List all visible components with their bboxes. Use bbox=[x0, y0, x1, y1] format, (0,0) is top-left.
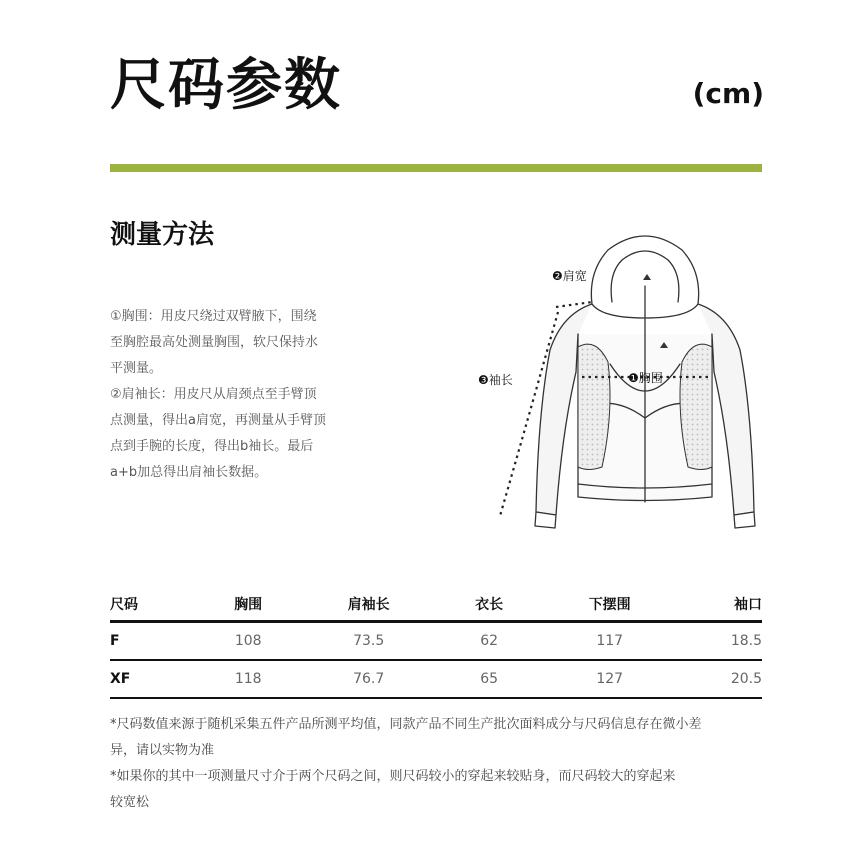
size-table bbox=[110, 594, 762, 699]
shoulder-label: ❷肩宽 bbox=[552, 269, 587, 283]
cell-shoulder-sleeve: 73.5 bbox=[296, 622, 441, 661]
header-length: 衣长 bbox=[441, 594, 537, 622]
accent-divider bbox=[110, 164, 762, 172]
cell-chest: 108 bbox=[200, 622, 296, 661]
header-chest: 胸围 bbox=[200, 594, 296, 622]
chest-label: ❶胸围 bbox=[628, 371, 663, 385]
instruction-line: ①胸围：用皮尺绕过双臂腋下，围绕 bbox=[110, 309, 317, 324]
jacket-diagram bbox=[470, 222, 770, 542]
cell-chest: 118 bbox=[200, 660, 296, 698]
instruction-line: ②肩袖长：用皮尺从肩颈点至手臂顶 bbox=[110, 387, 317, 402]
table-header-row bbox=[110, 594, 762, 622]
footnotes bbox=[110, 712, 765, 816]
instruction-line: 平测量。 bbox=[110, 361, 163, 376]
mesh-panel-left bbox=[578, 344, 610, 469]
header-cuff: 袖口 bbox=[682, 594, 762, 622]
header-size: 尺码 bbox=[110, 594, 200, 622]
section-title: 测量方法 bbox=[110, 220, 215, 250]
cell-shoulder-sleeve: 76.7 bbox=[296, 660, 441, 698]
mesh-panel-right bbox=[680, 344, 712, 469]
cell-hem: 127 bbox=[537, 660, 682, 698]
instruction-line: 点测量，得出a肩宽，再测量从手臂顶 bbox=[110, 413, 326, 428]
instruction-line: 至胸腔最高处测量胸围，软尺保持水 bbox=[110, 335, 319, 350]
footnote-line: 较宽松 bbox=[110, 795, 150, 810]
cell-size: XF bbox=[110, 660, 200, 698]
instruction-line: 点到手腕的长度，得出b袖长。最后 bbox=[110, 439, 314, 454]
instruction-line: a+b加总得出肩袖长数据。 bbox=[110, 465, 268, 480]
footnote-line: 异，请以实物为准 bbox=[110, 743, 215, 758]
table-row bbox=[110, 622, 762, 661]
sleeve-label: ❸袖长 bbox=[478, 373, 513, 387]
page-title: 尺码参数 bbox=[110, 53, 342, 118]
cell-size: F bbox=[110, 622, 200, 661]
table-row bbox=[110, 660, 762, 698]
cell-cuff: 20.5 bbox=[682, 660, 762, 698]
header-shoulder-sleeve: 肩袖长 bbox=[296, 594, 441, 622]
cell-hem: 117 bbox=[537, 622, 682, 661]
unit-label: (cm) bbox=[692, 77, 764, 110]
measurement-instructions bbox=[110, 304, 360, 486]
cell-length: 65 bbox=[441, 660, 537, 698]
cell-length: 62 bbox=[441, 622, 537, 661]
footnote-line: *如果你的其中一项测量尺寸介于两个尺码之间，则尺码较小的穿起来较贴身，而尺码较大的穿起来 bbox=[110, 769, 676, 784]
footnote-line: *尺码数值来源于随机采集五件产品所测平均值，同款产品不同生产批次面料成分与尺码信息存在微小差 bbox=[110, 717, 702, 732]
cell-cuff: 18.5 bbox=[682, 622, 762, 661]
header-hem: 下摆围 bbox=[537, 594, 682, 622]
